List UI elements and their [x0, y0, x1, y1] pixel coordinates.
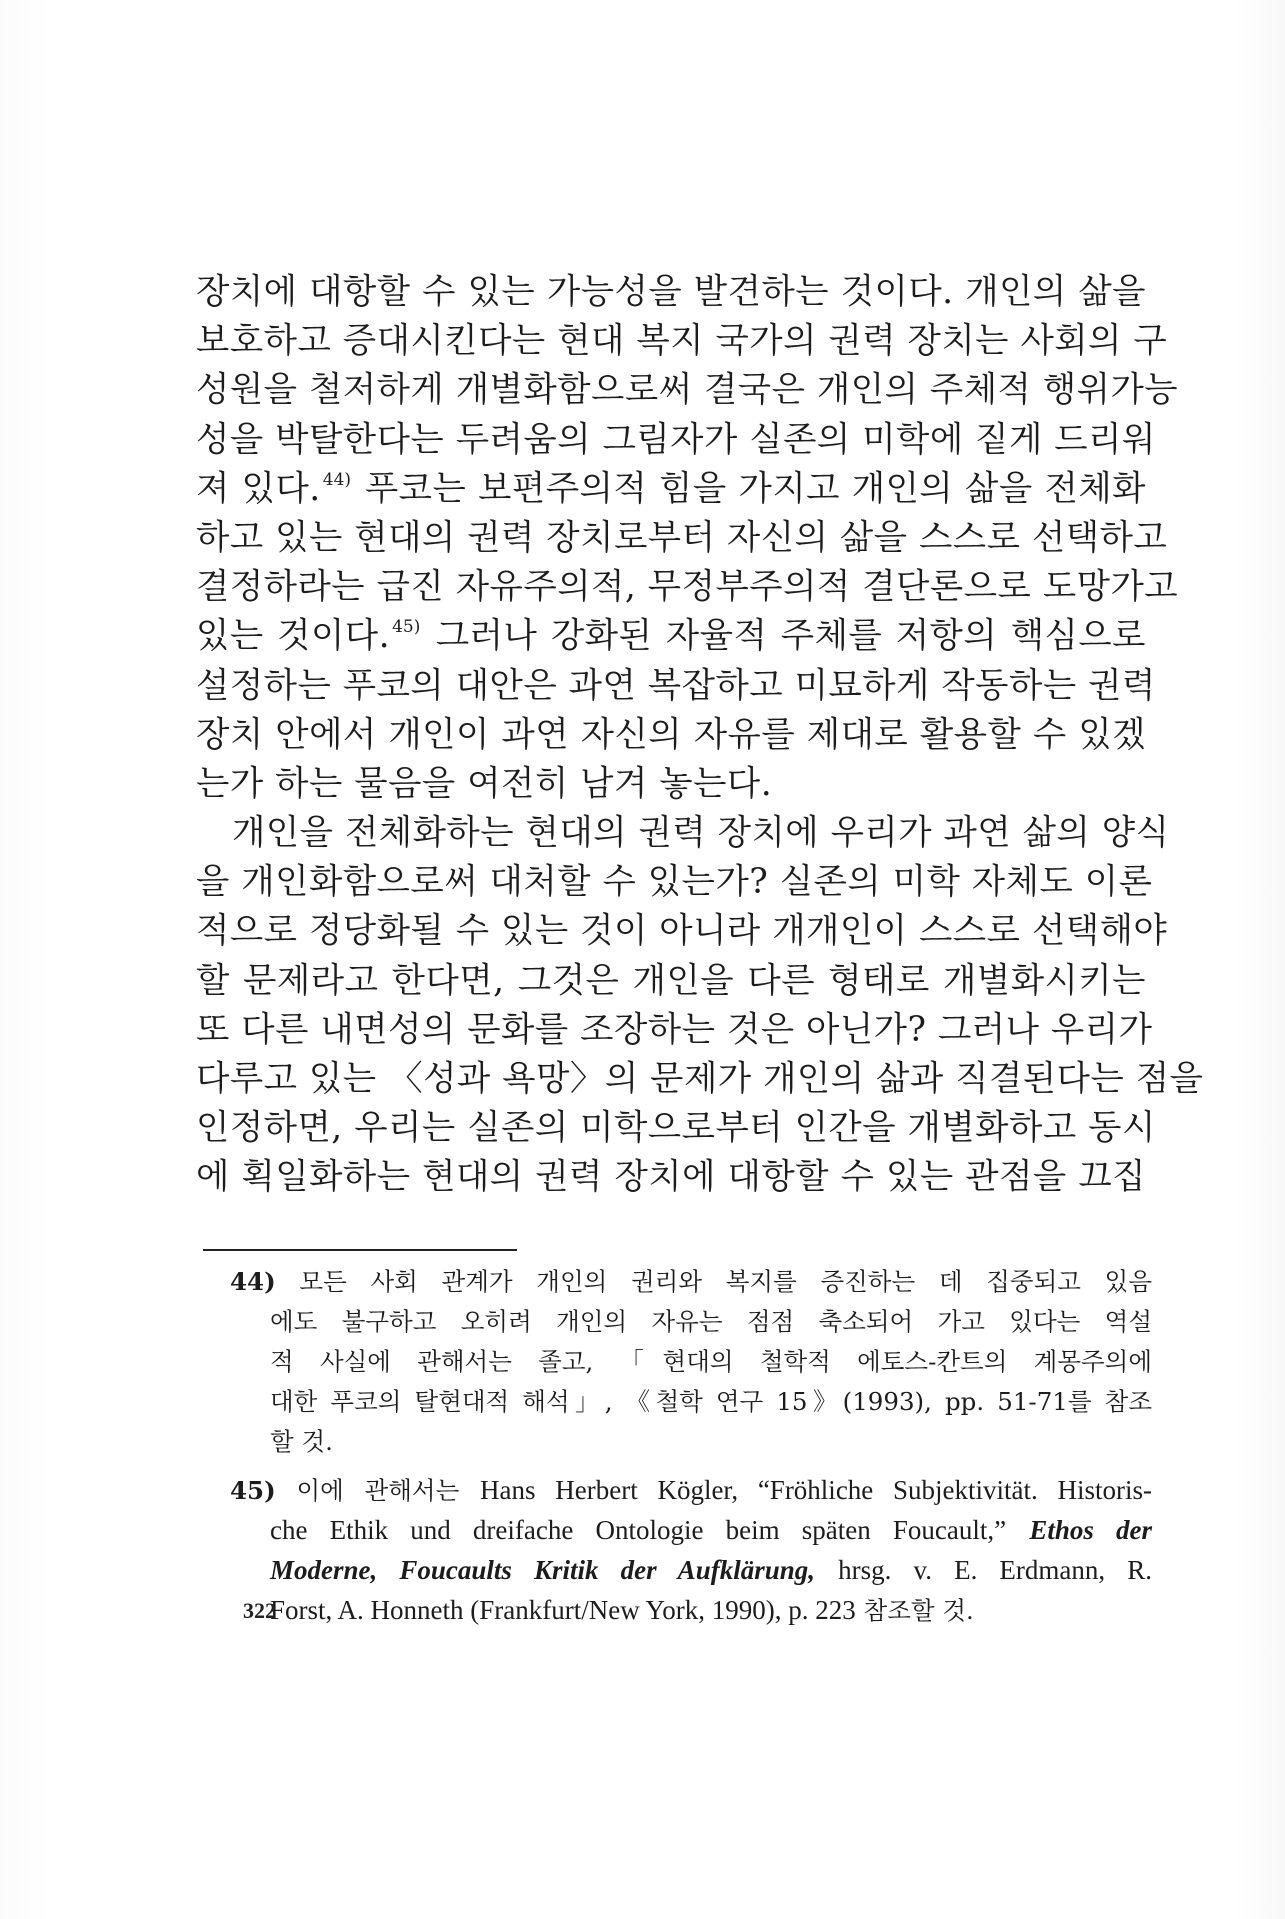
footnote-line: 대한 푸코의 탈현대적 해석」, 《철학 연구 15》(1993), pp. 51-71를 참조: [270, 1387, 1152, 1416]
text-line: 을 개인화함으로써 대처할 수 있는가? 실존의 미학 자체도 이론: [196, 862, 1153, 903]
footnote-divider: [203, 1249, 517, 1251]
text-line: 하고 있는 현대의 권력 장치로부터 자신의 삶을 스스로 선택하고: [196, 517, 1168, 558]
text-line: 성을 박탈한다는 두려움의 그림자가 실존의 미학에 짙게 드리워: [196, 419, 1156, 460]
footnote-line: [230, 1510, 1152, 1550]
footnote-45: [230, 1470, 1152, 1630]
text-line: [196, 465, 1146, 514]
text-line: 결정하라는 급진 자유주의적, 무정부주의적 결단론으로 도망가고: [196, 567, 1179, 608]
footnote-line: 적 사실에 관해서는 졸고, 「현대의 철학적 에토스-칸트의 계몽주의에: [270, 1347, 1152, 1376]
footnote-line: 에도 불구하고 오히려 개인의 자유는 점점 축소되어 가고 있다는 역설: [270, 1307, 1152, 1336]
text-line: 할 문제라고 한다면, 그것은 개인을 다른 형태로 개별화시키는: [196, 960, 1146, 1001]
footnote-text: che Ethik und dreifache Ontologie beim späten Foucault,”: [270, 1515, 1007, 1545]
text-line: 설정하는 푸코의 대안은 과연 복잡하고 미묘하게 작동하는 권력: [196, 665, 1156, 706]
footnote-text: 모든 사회 관계가 개인의 권리와 복지를 증진하는 데 집중되고 있음: [299, 1267, 1152, 1296]
footnote-text: 참조할 것.: [863, 1596, 974, 1625]
footnote-line: [230, 1590, 1152, 1630]
footnote-ref-44: 44): [322, 469, 352, 490]
footnote-text: Hans Herbert Kögler, “Fröhliche Subjektivität. Historis-: [480, 1475, 1152, 1505]
footnote-text: hrsg. v. E. Erdmann, R.: [838, 1555, 1152, 1585]
text-span: 그러나 강화된 자율적 주체를 저항의 핵심으로: [435, 616, 1147, 657]
page-number: 322: [243, 1598, 276, 1623]
text-line: [196, 612, 1146, 661]
footnote-ref-45: 45): [392, 617, 421, 638]
footnote-number: 45): [230, 1476, 276, 1505]
footnote-line: [230, 1262, 1152, 1302]
text-line: 또 다른 내면성의 문화를 조장하는 것은 아닌가? 그러나 우리가: [196, 1009, 1153, 1050]
footnote-line: [230, 1470, 1152, 1510]
footnote-number: 44): [230, 1267, 276, 1296]
text-line: 개인을 전체화하는 현대의 권력 장치에 우리가 과연 삶의 양식: [232, 813, 1170, 854]
text-line: 장치 안에서 개인이 과연 자신의 자유를 제대로 활용할 수 있겠: [196, 714, 1146, 755]
text-span: 져 있다.: [196, 468, 321, 509]
footnote-title: Moderne, Foucaults Kritik der Aufklärung,: [270, 1555, 815, 1585]
footnotes: [230, 1262, 1152, 1638]
footnote-text: Forst, A. Honneth (Frankfurt/New York, 1990), p. 223: [270, 1595, 856, 1625]
footnote-text: 이에 관해서는: [296, 1476, 460, 1505]
text-line: 인정하면, 우리는 실존의 미학으로부터 인간을 개별화하고 동시: [196, 1108, 1156, 1149]
text-line: 장치에 대항할 수 있는 가능성을 발견하는 것이다. 개인의 삶을: [196, 272, 1146, 312]
text-line: 적으로 정당화될 수 있는 것이 아니라 개개인이 스스로 선택해야: [196, 911, 1168, 952]
text-line: 성원을 철저하게 개별화함으로써 결국은 개인의 주체적 행위가능: [196, 370, 1179, 411]
footnote-44: [230, 1262, 1152, 1462]
text-span: 있는 것이다.: [196, 616, 391, 657]
footnote-line: 할 것.: [270, 1427, 333, 1456]
text-span: 푸코는 보편주의적 힘을 가지고 개인의 삶을 전체화: [364, 468, 1146, 509]
text-line: 는가 하는 물음을 여전히 남겨 놓는다.: [196, 763, 773, 804]
text-line: 보호하고 증대시킨다는 현대 복지 국가의 권력 장치는 사회의 구: [196, 321, 1168, 362]
footnote-title: Ethos der: [1029, 1515, 1153, 1545]
text-line: 다루고 있는 〈성과 욕망〉의 문제가 개인의 삶과 직결된다는 점을: [196, 1059, 1204, 1099]
text-line: 에 획일화하는 현대의 권력 장치에 대항할 수 있는 관점을 끄집: [196, 1157, 1146, 1198]
footnote-line: [230, 1550, 1152, 1590]
body-text: [196, 268, 1204, 1203]
